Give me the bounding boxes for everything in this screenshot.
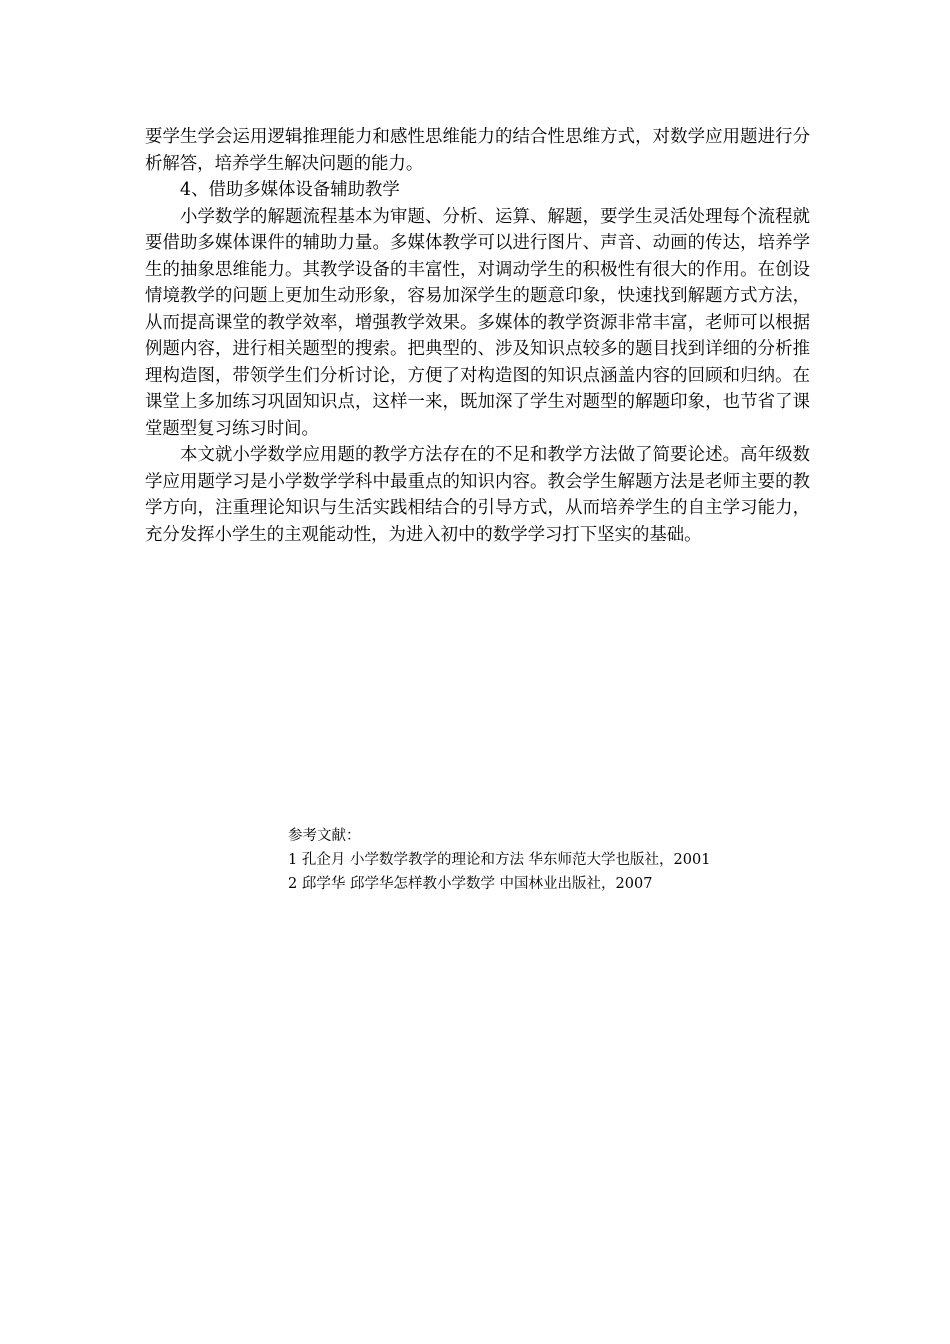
body-text: [145, 124, 810, 548]
paragraph-multimedia: 小学数学的解题流程基本为审题、分析、运算、解题，要学生灵活处理每个流程就要借助多媒体课件的辅助力量。多媒体教学可以进行图片、声音、动画的传达，培养学生的抽象思维能力。其教学设备的丰富性，对调动学生的积极性有很大的作用。在创设情境教学的问题上更加生动形象，容易加深学生的题意印象，快速找到解题方式方法，从而提高课堂的教学效率，增强教学效果。多媒体的教学资源非常丰富，老师可以根据例题内容，进行相关题型的搜索。把典型的、涉及知识点较多的题目找到详细的分析推理构造图，带领学生们分析讨论，方便了对构造图的知识点涵盖内容的回顾和归纳。在课堂上多加练习巩固知识点，这样一来，既加深了学生对题型的解题印象，也节省了课堂题型复习练习时间。: [145, 206, 810, 439]
paragraph-continuation: 要学生学会运用逻辑推理能力和感性思维能力的结合性思维方式，对数学应用题进行分析解答，培养学生解决问题的能力。: [145, 127, 810, 174]
reference-item-1: 1 孔企月 小学数学教学的理论和方法 华东师范大学也版社，2001: [288, 852, 711, 868]
references: [288, 824, 888, 896]
references-heading: 参考文献：: [288, 828, 361, 844]
section-heading: 4、借助多媒体设备辅助教学: [180, 180, 400, 200]
reference-item-2: 2 邱学华 邱学华怎样教小学数学 中国林业出版社，2007: [288, 876, 653, 892]
paragraph-conclusion: 本文就小学数学应用题的教学方法存在的不足和教学方法做了简要论述。高年级数学应用题学习是小学数学学科中最重点的知识内容。教会学生解题方法是老师主要的教学方向，注重理论知识与生活实践相结合的引导方式，从而培养学生的自主学习能力，充分发挥小学生的主观能动性，为进入初中的数学学习打下坚实的基础。: [145, 445, 810, 545]
